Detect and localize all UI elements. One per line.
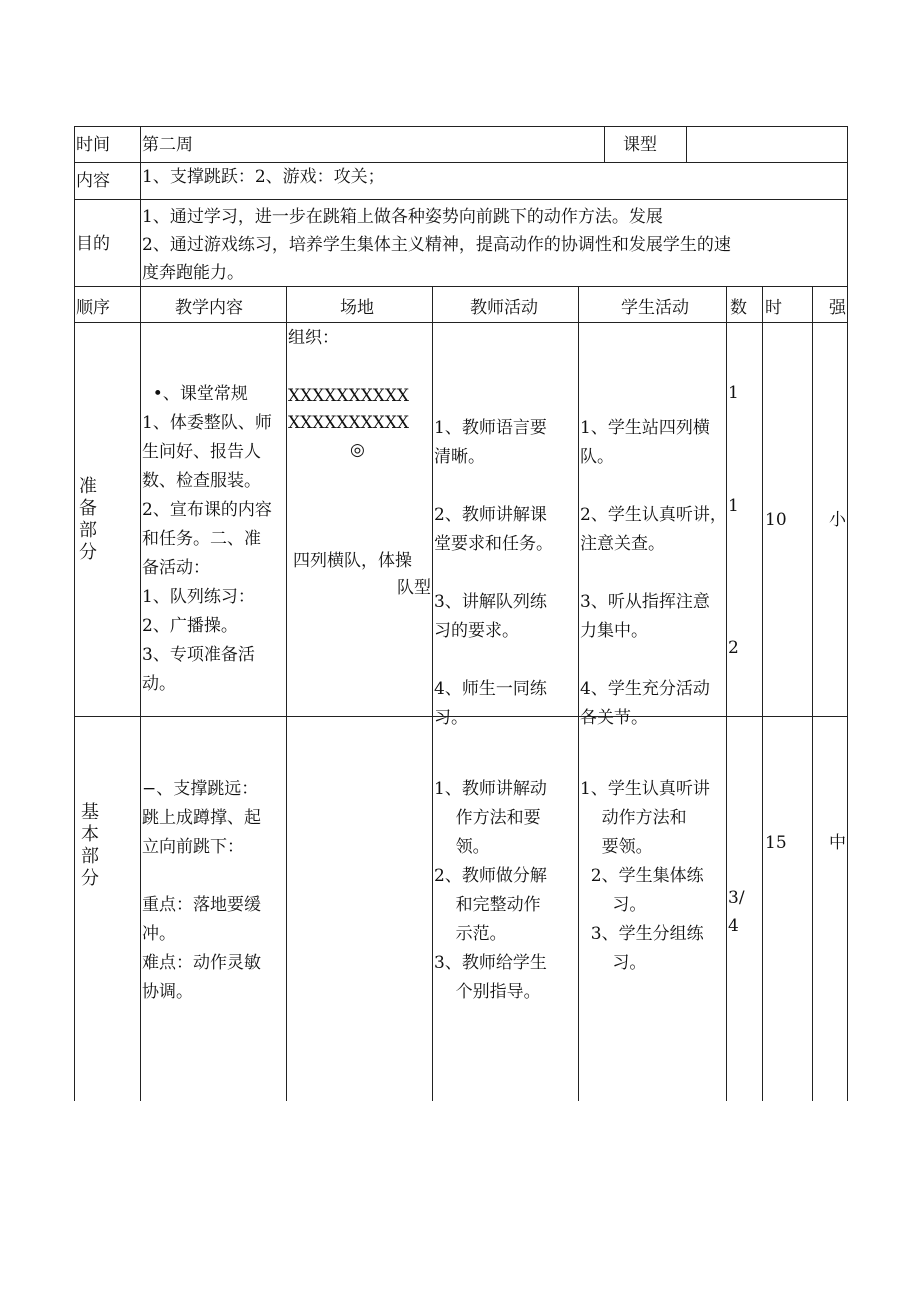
- basic-teacher-activity: 1、教师讲解动 作方法和要 领。 2、教师做分解 和完整动作 示范。 3、教师给学生 个别指导。: [434, 779, 547, 1002]
- column-divider: [286, 286, 287, 1101]
- content-value: 1、支撑跳跃：2、游戏：攻关；: [142, 167, 385, 187]
- col-header-teacher-activity: 教师活动: [470, 298, 538, 318]
- basic-teaching-content: −、支撑跳远： 跳上成蹲撑、起 立向前跳下： 重点：落地要缓 冲。 难点：动作灵敏 协调。: [142, 779, 261, 1002]
- prep-venue-organization: 组织：: [288, 328, 339, 348]
- table-border-left: [74, 126, 75, 1101]
- prep-venue-formation-desc: 队型: [397, 578, 431, 598]
- basic-time: 15: [765, 833, 787, 853]
- prep-section-label: 准 备 部 分: [79, 476, 97, 563]
- prep-time: 10: [765, 510, 787, 530]
- col-header-count: 数: [730, 298, 747, 318]
- col-header-time: 时: [765, 298, 782, 318]
- column-divider: [686, 126, 687, 163]
- prep-venue-teacher-mark: ◎: [350, 440, 365, 460]
- row-divider: [74, 199, 848, 200]
- prep-student-activity: 1、学生站四列横 队。 2、学生认真听讲， 注意关查。 3、听从指挥注意 力集中。 4、学生充分活动 各关节。: [580, 418, 727, 728]
- prep-count: 1: [728, 383, 739, 403]
- goal-line: 2、通过游戏练习，培养学生集体主义精神，提高动作的协调性和发展学生的速: [142, 235, 731, 255]
- col-header-intensity: 强: [829, 298, 846, 318]
- prep-count: 1: [728, 496, 739, 516]
- col-header-teaching-content: 教学内容: [175, 298, 243, 318]
- column-divider: [604, 126, 605, 163]
- basic-student-activity: 1、学生认真听讲 动作方法和 要领。 2、学生集体练 习。 3、学生分组练 习。: [580, 779, 710, 973]
- basic-section-label: 基 本 部 分: [81, 802, 99, 889]
- basic-intensity: 中: [829, 833, 846, 853]
- prep-teacher-activity: 1、教师语言要 清晰。 2、教师讲解课 堂要求和任务。 3、讲解队列练 习的要求。 4、师生一同练 习。: [434, 418, 553, 728]
- column-divider: [140, 126, 141, 1101]
- prep-venue-formation-desc: 四列横队，体操: [293, 551, 412, 571]
- table-border-right: [847, 126, 848, 1101]
- prep-count: 2: [728, 638, 739, 658]
- goal-label: 目的: [76, 234, 110, 254]
- time-value: 第二周: [142, 135, 193, 155]
- prep-venue-formation-row: XXXXXXXXXX: [288, 413, 410, 433]
- column-divider: [762, 286, 763, 1101]
- table-border-top: [74, 126, 848, 127]
- col-header-student-activity: 学生活动: [621, 298, 689, 318]
- column-divider: [812, 286, 813, 1101]
- time-label: 时间: [76, 135, 110, 155]
- basic-count: 3/ 4: [728, 888, 745, 936]
- prep-teaching-content: •、课堂常规 1、体委整队、师 生问好、报告人 数、检查服装。 2、宣布课的内容 和任务。二、准 备活动： 1、队列练习： 2、广播操。 3、专项准备活 动。: [142, 384, 272, 694]
- goal-line: 度奔跑能力。: [142, 263, 244, 283]
- prep-venue-formation-row: XXXXXXXXXX: [288, 386, 410, 406]
- column-divider: [432, 286, 433, 1101]
- content-label: 内容: [76, 171, 110, 191]
- column-divider: [578, 286, 579, 1101]
- prep-intensity: 小: [829, 510, 846, 530]
- goal-line: 1、通过学习，进一步在跳箱上做各种姿势向前跳下的动作方法。发展: [142, 207, 663, 227]
- col-header-order: 顺序: [76, 298, 110, 318]
- col-header-venue: 场地: [340, 298, 374, 318]
- lesson-type-label: 课型: [623, 135, 657, 155]
